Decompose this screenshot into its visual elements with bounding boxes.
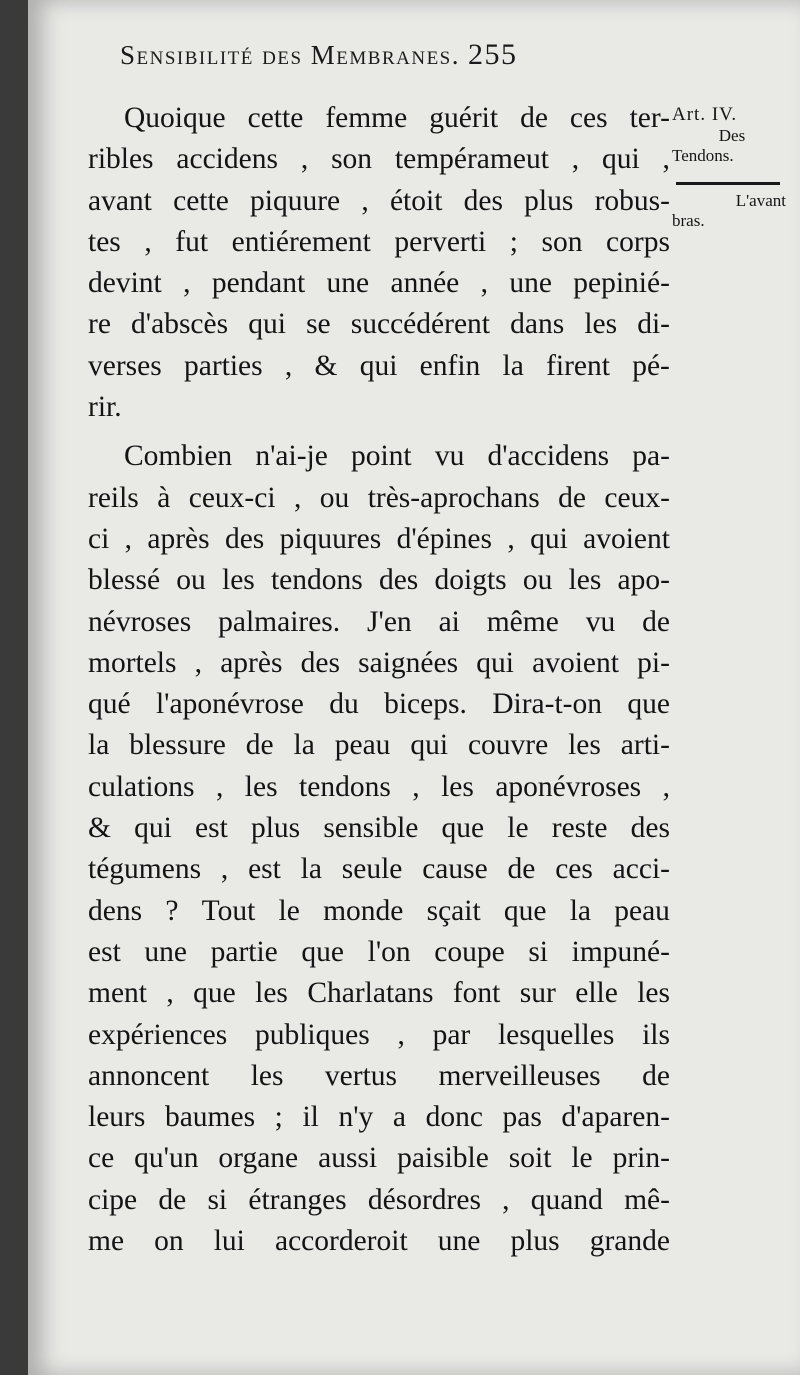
margin-article: Art. IV. (672, 104, 738, 125)
page-header (120, 38, 518, 72)
margin-bras: bras. (672, 211, 705, 230)
text-line: cipe de si étranges désordres , quand mê- (88, 1183, 670, 1216)
text-line: ment , que les Charlatans font sur elle les (88, 977, 670, 1010)
text-line: devint , pendant une année , une pepinié- (88, 267, 670, 300)
text-line: ce qu'un organe aussi paisible soit le prin- (88, 1142, 670, 1175)
text-line: annoncent les vertus merveilleuses de (88, 1059, 670, 1092)
margin-tendons: Tendons. (672, 146, 734, 165)
text-line: blessé ou les tendons des doigts ou les apo- (88, 564, 670, 597)
text-line: mortels , après des saignées qui avoient pi- (88, 646, 670, 679)
text-line: ci , après des piquures d'épines , qui avoient (88, 522, 670, 555)
text-line: re d'abscès qui se succédérent dans les di- (88, 308, 670, 341)
text-line: Quoique cette femme guérit de ces ter- (124, 102, 670, 134)
paragraph-gap (88, 428, 670, 436)
text-line: tes , fut entiérement perverti ; son corps (88, 225, 670, 258)
text-line: culations , les tendons , les aponévroses , (88, 770, 670, 803)
text-line: expériences publiques , par lesquelles ils (88, 1018, 670, 1051)
text-line: avant cette piquure , étoit des plus robus- (88, 184, 670, 217)
body-text (88, 98, 670, 1262)
text-line: tégumens , est la seule cause de ces acci- (88, 853, 670, 886)
text-line: & qui est plus sensible que le reste des (88, 812, 670, 845)
text-line: me on lui accorderoit une plus grande (88, 1225, 670, 1258)
margin-rule (676, 182, 780, 185)
text-line: ribles accidens , son tempérameut , qui , (88, 143, 670, 176)
text-line: dens ? Tout le monde sçait que la peau (88, 894, 670, 927)
text-line: verses parties , & qui enfin la firent pé- (88, 349, 670, 382)
text-line: la blessure de la peau qui couvre les arti- (88, 729, 670, 762)
text-line: rir. (88, 391, 122, 424)
running-title: Sensibilité des Membranes. (120, 40, 460, 70)
margin-avant: L'avant (735, 191, 786, 210)
margin-des: Des (718, 126, 746, 145)
book-page (28, 0, 800, 1375)
text-line: leurs baumes ; il n'y a donc pas d'aparen- (88, 1101, 670, 1134)
text-line: est une partie que l'on coupe si impuné- (88, 935, 670, 968)
page-number: 255 (468, 38, 518, 71)
text-line: reils à ceux-ci , ou très-aprochans de ceux- (88, 481, 670, 514)
margin-notes (672, 104, 792, 231)
text-line: qué l'aponévrose du biceps. Dira-t-on que (88, 688, 670, 721)
text-line: Combien n'ai-je point vu d'accidens pa- (124, 440, 670, 473)
text-line: névroses palmaires. J'en ai même vu de (88, 605, 670, 638)
